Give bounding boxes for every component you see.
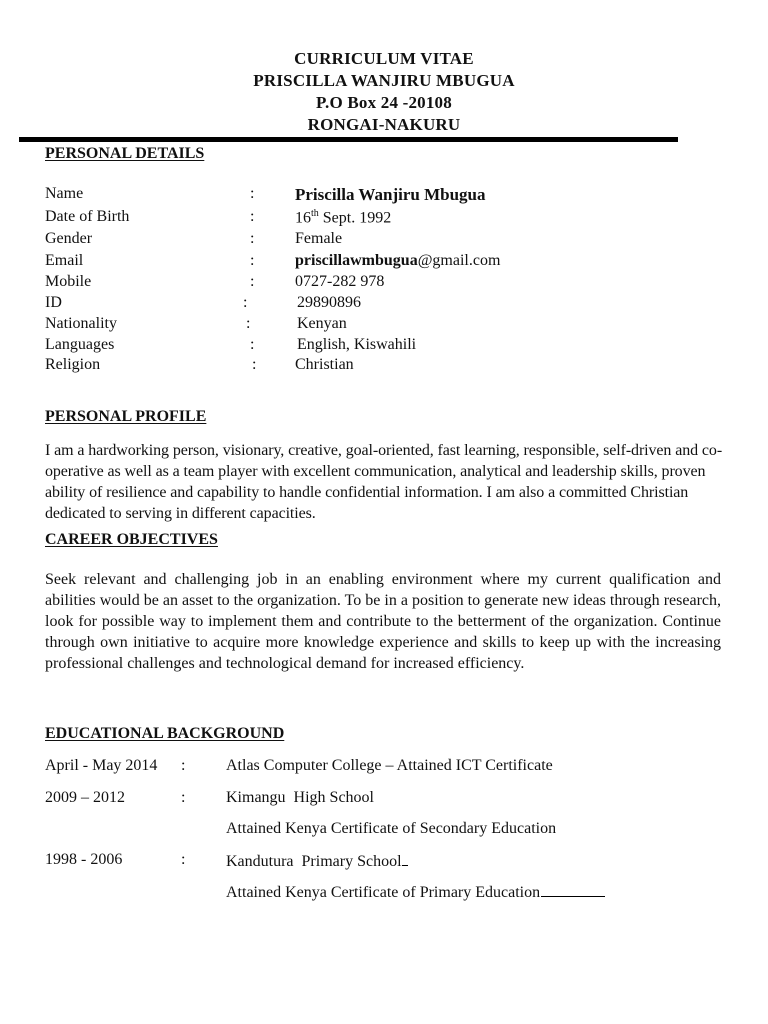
education-period: April - May 2014: [45, 757, 158, 774]
detail-label: Email: [45, 252, 84, 269]
detail-value: Female: [295, 230, 343, 247]
education-row: [45, 851, 745, 873]
detail-label: Gender: [45, 230, 93, 247]
header-divider: [19, 137, 678, 142]
detail-separator: :: [252, 356, 257, 373]
underline-blank: [402, 851, 408, 866]
education-separator: :: [181, 789, 186, 806]
career-objectives-heading: CAREER OBJECTIVES: [45, 531, 218, 548]
education-separator: :: [181, 851, 186, 868]
education-detail: [226, 882, 605, 902]
detail-label: Name: [45, 185, 84, 202]
education-row: [45, 757, 745, 779]
detail-separator: :: [243, 294, 248, 311]
underline-blank: [541, 882, 605, 897]
education-separator: :: [181, 757, 186, 774]
education-detail: [226, 851, 408, 871]
detail-value: 0727-282 978: [295, 273, 385, 290]
detail-row-name: [45, 185, 745, 206]
town: RONGAI-NAKURU: [307, 115, 461, 134]
document-title: CURRICULUM VITAE: [294, 49, 474, 68]
career-objectives-text: Seek relevant and challenging job in an enabling environment where my current qualification and abilities would be an asset to the organization. To be in a position to generate new ideas through research, look for possible way to implement them and contribute to the betterment of the organization. Continue through own initiative to acquire more knowledge experience and skills to keep up with the increasing professional challenges and technological demand for increased efficiency.: [45, 571, 721, 672]
email-domain: @gmail.com: [417, 252, 501, 269]
education-row: [45, 820, 745, 842]
detail-row-id: [45, 294, 745, 315]
personal-profile-text: I am a hardworking person, visionary, creative, goal-oriented, fast learning, responsible, self-driven and co-operative as well as a team player with excellent communication, analytical and leadership skills, proven ability of resilience and capability to handle confidential information. I am also a committed Christian dedicated to serving in different capacities.: [45, 442, 723, 522]
education-detail: Kimangu High School: [226, 789, 374, 806]
educational-background-heading: EDUCATIONAL BACKGROUND: [45, 725, 285, 742]
email-user: priscillawmbugua: [295, 252, 418, 269]
cv-header: [0, 48, 768, 136]
detail-label: Mobile: [45, 273, 92, 290]
detail-value: Kenyan: [297, 315, 347, 332]
detail-label: Languages: [45, 336, 115, 353]
detail-separator: :: [250, 273, 255, 290]
detail-value: Priscilla Wanjiru Mbugua: [295, 185, 486, 204]
education-row: [45, 882, 745, 904]
detail-value: [295, 208, 391, 227]
education-period: 2009 – 2012: [45, 789, 125, 806]
detail-row-email: [45, 252, 745, 273]
personal-profile-heading: PERSONAL PROFILE: [45, 408, 207, 425]
detail-label: Date of Birth: [45, 208, 130, 225]
education-detail-text: Kandutura Primary School: [226, 853, 402, 870]
detail-row-gender: [45, 230, 745, 251]
education-row: [45, 789, 745, 811]
dob-ordinal: th: [311, 208, 319, 219]
detail-value: [295, 252, 500, 270]
education-detail-text: Attained Kenya Certificate of Primary Education: [226, 884, 541, 901]
dob-day: 16: [295, 209, 311, 227]
detail-separator: :: [250, 185, 255, 202]
detail-separator: :: [250, 336, 255, 353]
dob-rest: Sept. 1992: [318, 209, 392, 227]
detail-row-languages: [45, 336, 745, 357]
detail-label: ID: [45, 294, 62, 311]
personal-details-heading: PERSONAL DETAILS: [45, 145, 205, 162]
detail-row-mobile: [45, 273, 745, 294]
applicant-name: PRISCILLA WANJIRU MBUGUA: [253, 71, 515, 90]
detail-separator: :: [250, 230, 255, 247]
education-detail: Atlas Computer College – Attained ICT Certificate: [226, 757, 553, 774]
detail-row-religion: [45, 356, 745, 377]
detail-separator: :: [250, 252, 255, 269]
detail-label: Religion: [45, 356, 101, 373]
detail-value: Christian: [295, 356, 354, 373]
detail-value: 29890896: [297, 294, 361, 311]
postal-address: P.O Box 24 -20108: [316, 93, 452, 112]
detail-label: Nationality: [45, 315, 117, 332]
detail-separator: :: [246, 315, 251, 332]
detail-value: English, Kiswahili: [297, 336, 417, 353]
education-period: 1998 - 2006: [45, 851, 123, 868]
detail-separator: :: [250, 208, 255, 225]
education-detail: Attained Kenya Certificate of Secondary Education: [226, 820, 557, 837]
detail-row-dob: [45, 208, 745, 229]
detail-row-nationality: [45, 315, 745, 336]
